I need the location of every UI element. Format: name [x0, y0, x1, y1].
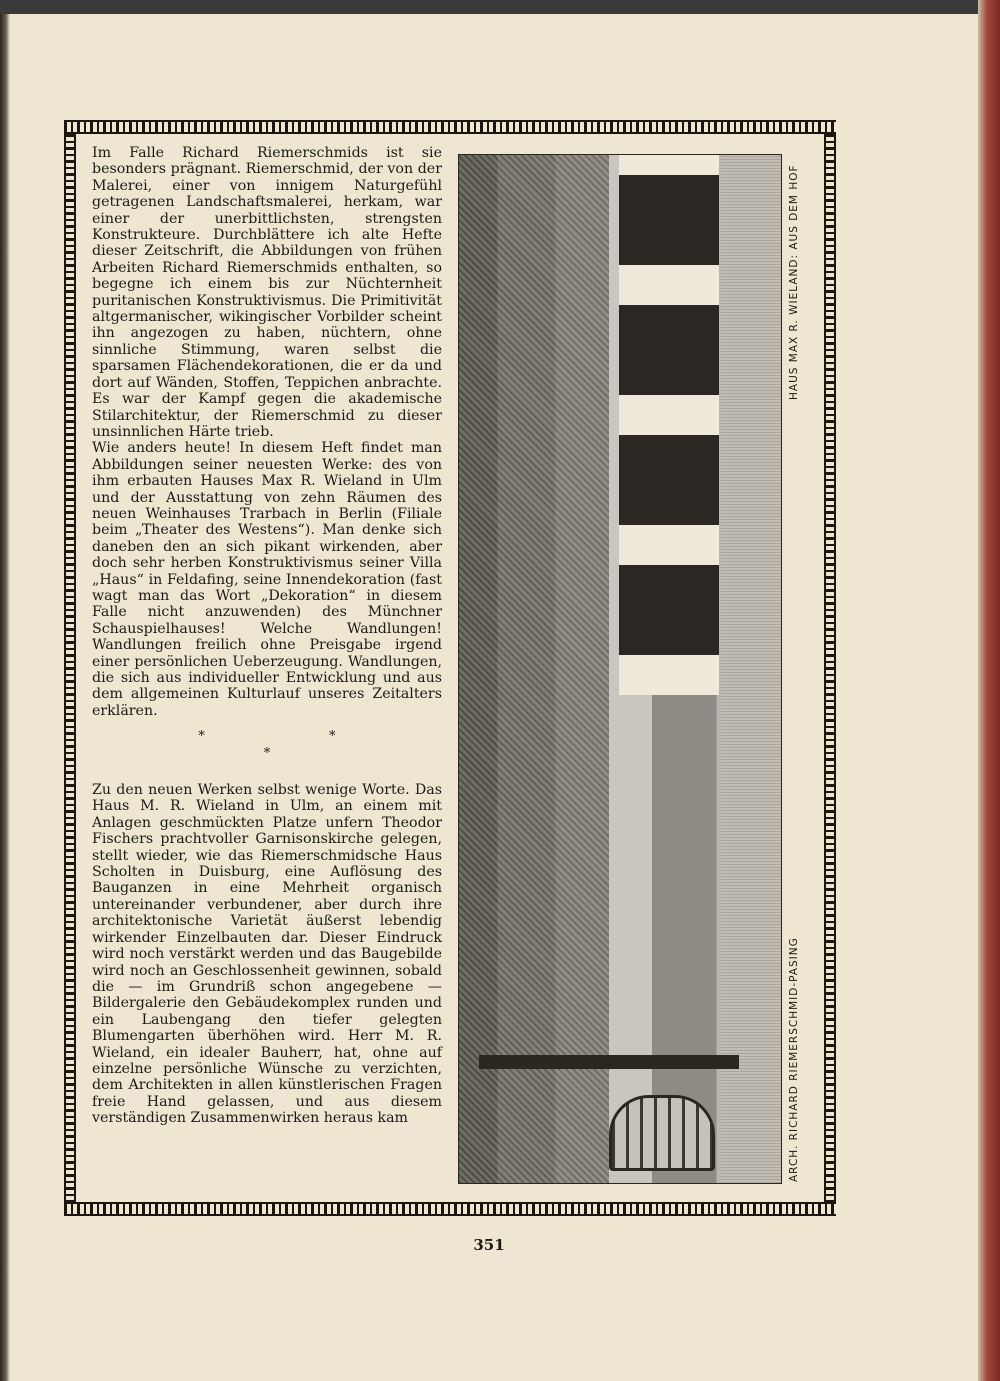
ornament-border-right	[824, 134, 836, 1202]
section-separator: * * *	[198, 729, 396, 761]
photo-roof	[459, 155, 609, 1183]
photo-tree-trunk	[479, 1055, 739, 1069]
paragraph-3: Zu den neuen Werken selbst wenige Worte. Das Haus M. R. Wieland in Ulm, an einem mit Anlagen geschmückten Platze unfern Theodor Fischers prachtvoller Garnisonskirche gelegen, stellt wieder, wie das Riemerschmidsche Haus Scholten in Duisburg, eine Auflösung des Bauganzen in eine Mehrheit organisch untereinander verbundener, aber durch ihre architektonische Varietät äußerst lebendig wirkender Einzelbauten dar. Dieser Eindruck wird noch verstärkt werden und das Baugebilde wird noch an Geschlossenheit gewinnen, sobald die — im Grundriß schon angegebene — Bildergalerie den Gebäudekomplex runden und ein Laubengang den tiefer gelegten Blumengarten überhöhen wird. Herr M. R. Wieland, ein idealer Bauherr, hat, ohne auf einzelne persönliche Wünsche zu verzichten, dem Architekten in allen künstlerischen Fragen freie Hand gelassen, und aus diesem verständigen Zusammenwirken heraus kam	[92, 782, 442, 1127]
caption-title: HAUS MAX R. WIELAND: AUS DEM HOF	[788, 164, 800, 400]
paragraph-1: Im Falle Richard Riemerschmids ist sie besonders prägnant. Riemerschmid, der von der Malerei, einer von innigem Naturgefühl getragenen Landschaftsmalerei, herkam, war einer der unerbittlichsten, strengsten Konstrukteure. Durchblättere ich alte Hefte dieser Zeitschrift, die Abbildungen von frühen Arbeiten Richard Riemerschmids enthalten, so begegne ich einem bis zur Nüchternheit puritanischen Konstruktivismus. Die Primitivität altgermanischer, wikingischer Vorbilder scheint ihn angezogen zu haben, nüchtern, ohne sinnliche Stimmung, waren selbst die sparsamen Flächendekorationen, die er da und dort auf Wänden, Stoffen, Teppichen anbrachte. Es war der Kampf gegen die akademische Stilarchitektur, der Riemerschmid zu dieser unsinnlichen Härte trieb.	[92, 145, 442, 440]
page-number: 351	[473, 1236, 505, 1254]
ornament-border-bottom	[64, 1202, 836, 1216]
top-edge	[0, 0, 1000, 14]
paragraph-2: Wie anders heute! In diesem Heft findet man Abbildungen seiner neuesten Werke: des von ihm erbauten Hauses Max R. Wieland in Ulm und der Ausstattung von zehn Räumen des neuen Weinhauses Trarbach in Berlin (Filiale beim „Theater des Westens“). Man denke sich daneben den an sich pikant wirkenden, aber doch sehr herben Konstruktivismus seiner Villa „Haus“ in Feldafing, seine Innendekoration (fast wagt man das Wort „Dekoration“ in diesem Falle nicht anzuwenden) des Münchner Schauspielhauses! Welche Wandlungen! Wandlungen freilich ohne Preisgabe irgend einer persönlichen Ueberzeugung. Wandlungen, die sich aus individueller Entwicklung und aus dem allgemeinen Kulturlauf unseres Zeitalters erklären.	[92, 440, 442, 719]
ornament-border-left	[64, 134, 76, 1202]
photo-arcade-arches	[619, 155, 719, 695]
book-cover-edge	[978, 0, 1000, 1381]
courtyard-photograph	[458, 154, 782, 1184]
ornament-border-top	[64, 120, 836, 134]
book-spine-shadow	[0, 14, 10, 1381]
article-text-column	[92, 145, 442, 1127]
photo-caption	[788, 160, 818, 1182]
caption-architect: ARCH. RICHARD RIEMERSCHMID-PASING	[788, 937, 800, 1182]
photo-courtyard-ground	[721, 155, 781, 1183]
photo-arched-window	[609, 1095, 715, 1171]
